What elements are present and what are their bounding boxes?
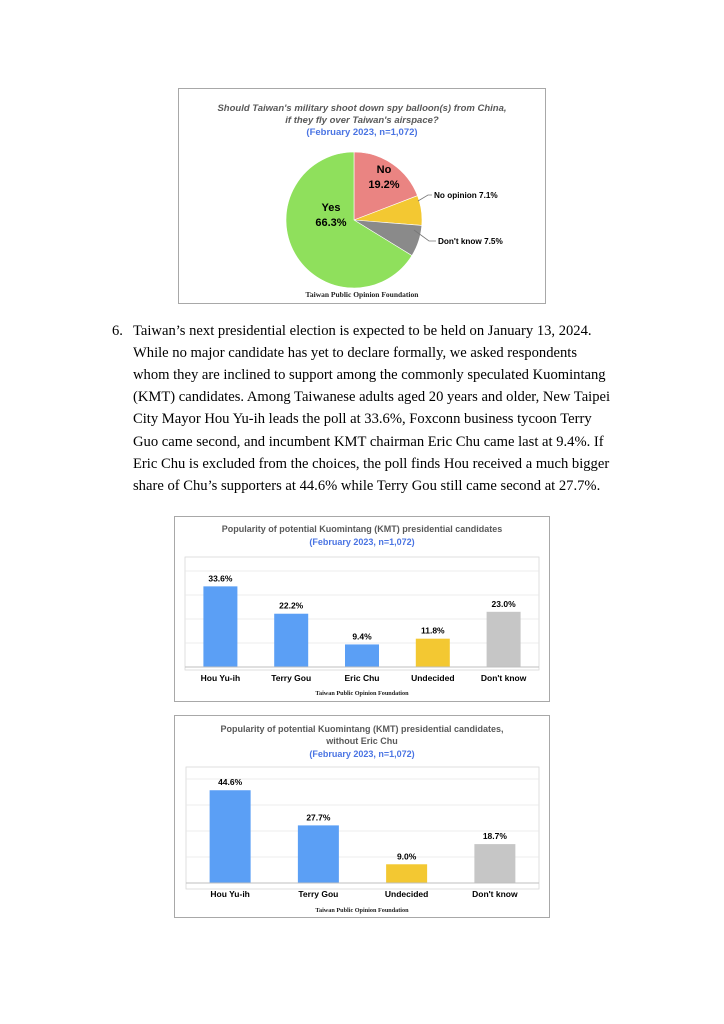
pie-no-label: No: [376, 164, 392, 176]
noopinion-leader-line: [418, 195, 432, 201]
paragraph-line: (KMT) candidates. Among Taiwanese adults aged 20 years and older, New Taipei: [133, 389, 611, 406]
bar-chart-2-source: Taiwan Public Opinion Foundation: [315, 907, 409, 914]
bar-chart-2-title-line1: Popularity of potential Kuomintang (KMT) presidential candidates,: [220, 724, 504, 734]
bar-don-t-know: [487, 612, 521, 667]
category-tick-label: Terry Gou: [298, 889, 339, 899]
bar-value-label: 22.2%: [279, 600, 304, 611]
bar-value-label: 11.8%: [420, 625, 445, 636]
pie-chart-panel: [178, 88, 546, 304]
bar-value-label: 44.6%: [218, 777, 243, 788]
bar-value-label: 23.0%: [491, 598, 516, 609]
bar-chart-1-source: Taiwan Public Opinion Foundation: [315, 690, 409, 697]
bar-chart-1-subtitle: (February 2023, n=1,072): [309, 537, 415, 547]
bar-don-t-know: [474, 844, 515, 883]
pie-chart: [179, 89, 545, 303]
paragraph-line: While no major candidate has yet to declare formally, we asked respondents: [133, 345, 577, 362]
category-tick-label: Undecided: [411, 673, 455, 683]
pie-no-value: 19.2%: [368, 179, 400, 191]
bar-undecided: [386, 864, 427, 883]
paragraph-line: City Mayor Hou Yu-ih leads the poll at 33.6%, Foxconn business tycoon Terry: [133, 411, 592, 428]
bar-value-label: 9.4%: [352, 631, 372, 642]
paragraph-line: Taiwan’s next presidential election is expected to be held on January 13, 2024.: [133, 323, 592, 339]
bar-chart-1-panel: [174, 516, 550, 702]
category-tick-label: Don't know: [472, 889, 518, 899]
category-tick-label: Terry Gou: [271, 673, 312, 683]
pie-dontknow-label: Don't know 7.5%: [438, 237, 503, 246]
pie-source: Taiwan Public Opinion Foundation: [305, 290, 419, 299]
bar-chart-1-title: Popularity of potential Kuomintang (KMT) presidential candidates: [221, 524, 503, 534]
category-tick-label: Eric Chu: [344, 673, 380, 683]
bar-terry-gou: [298, 825, 339, 883]
paragraph-number: 6.: [112, 323, 123, 339]
paragraph-line: share of Chu’s supporters at 44.6% while Terry Gou still came second at 27.7%.: [133, 477, 601, 494]
bar-eric-chu: [345, 644, 379, 667]
paragraph-line: Guo came second, and incumbent KMT chairman Eric Chu came last at 9.4%. If: [133, 433, 604, 450]
category-tick-label: Hou Yu-ih: [200, 673, 241, 683]
category-tick-label: Hou Yu-ih: [210, 889, 250, 899]
bar-value-label: 27.7%: [306, 812, 331, 823]
bar-value-label: 33.6%: [208, 573, 233, 584]
bar-undecided: [416, 639, 450, 667]
bar-hou-yu-ih: [210, 790, 251, 883]
bar-chart-2-subtitle: (February 2023, n=1,072): [309, 749, 415, 759]
bar-value-label: 18.7%: [482, 831, 507, 842]
bars: [185, 571, 539, 683]
category-tick-label: Undecided: [384, 889, 429, 899]
paragraph-line: whom they are inclined to support among the commonly speculated Kuomintang: [133, 367, 606, 384]
bar-hou-yu-ih: [203, 586, 237, 667]
pie-slices: [286, 152, 422, 288]
bar-chart-2: [175, 716, 549, 917]
bars: [186, 777, 539, 899]
pie-yes-value: 66.3%: [315, 217, 347, 229]
category-tick-label: Don't know: [480, 673, 527, 683]
pie-chart-title-line2: if they fly over Taiwan's airspace?: [285, 115, 439, 126]
pie-chart-title-line1: Should Taiwan's military shoot down spy balloon(s) from China,: [217, 103, 507, 114]
pie-noopinion-label: No opinion 7.1%: [434, 191, 498, 200]
paragraph-line: Eric Chu is excluded from the choices, the poll finds Hou received a much bigger: [133, 455, 610, 472]
bar-chart-2-panel: [174, 715, 550, 918]
bar-chart-1: [175, 517, 549, 701]
bar-chart-2-title-line2: without Eric Chu: [326, 736, 398, 746]
pie-yes-label: Yes: [321, 202, 341, 214]
bar-terry-gou: [274, 614, 308, 667]
pie-chart-subtitle: (February 2023, n=1,072): [306, 127, 418, 138]
bar-value-label: 9.0%: [396, 851, 417, 862]
